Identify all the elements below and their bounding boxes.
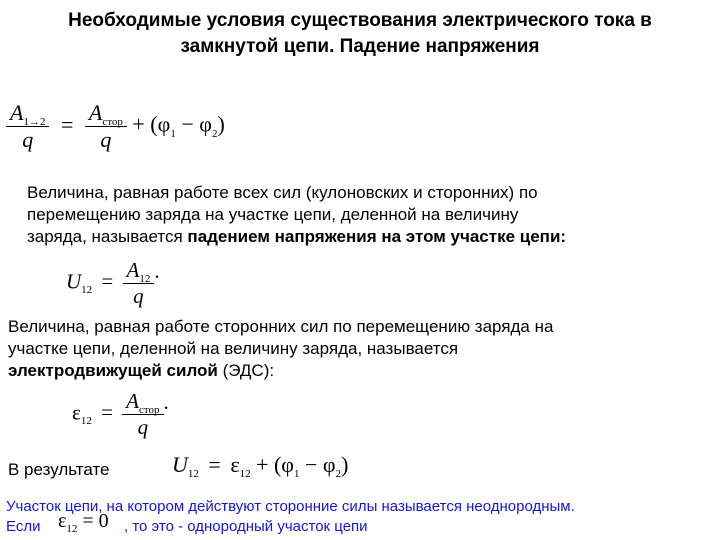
text-line — [8, 360, 708, 382]
formula-work-ratio — [6, 100, 225, 153]
paragraph-voltage-drop — [27, 182, 707, 248]
symbol-a: A — [126, 389, 139, 413]
equals-zero: = 0 — [82, 510, 109, 532]
colon: : — [560, 227, 567, 246]
text-fragment: Если — [6, 518, 41, 535]
subscript: 1→2 — [23, 116, 46, 128]
symbol-u: U — [172, 452, 188, 477]
result-label: В результате — [8, 460, 110, 479]
minus-sign: − — [181, 111, 194, 137]
symbol-phi: φ — [157, 111, 171, 137]
text-line: Участок цепи, на котором действуют сторонние силы называется неоднородным. — [6, 498, 575, 515]
subscript: 1 — [294, 468, 300, 480]
symbol-u: U — [66, 269, 82, 294]
subscript: 12 — [139, 273, 151, 285]
text-line — [27, 226, 707, 248]
note-homogeneous — [6, 497, 718, 537]
fraction-external-work — [85, 100, 127, 153]
equals-sign: = — [208, 452, 221, 477]
symbol-phi: φ — [199, 111, 212, 137]
fraction-work-charge — [123, 258, 155, 309]
symbol-q: q — [22, 127, 34, 152]
symbol-q: q — [100, 127, 112, 152]
subscript: 12 — [80, 415, 92, 428]
equals-sign: = — [60, 111, 74, 137]
text-fragment: заряда, называется — [27, 227, 188, 246]
formula-emf — [72, 389, 169, 440]
text-line: участке цепи, деленной на величину заряда, называется — [8, 339, 459, 358]
symbol-q: q — [133, 284, 144, 308]
symbol-a: A — [88, 100, 103, 125]
formula-voltage — [66, 258, 160, 309]
text-line: Величина, равная работе всех сил (кулоновских и сторонних) по — [27, 183, 538, 202]
subscript: 12 — [239, 468, 251, 480]
plus-paren: + ( — [132, 111, 158, 137]
symbol-q: q — [137, 415, 149, 439]
equals-sign: = — [101, 269, 114, 294]
symbol-phi: φ — [281, 452, 294, 477]
period: . — [154, 259, 160, 284]
subscript: стор — [102, 116, 123, 128]
symbol-epsilon: ε — [72, 400, 81, 425]
subscript: 1 — [170, 127, 176, 140]
text-line — [6, 510, 718, 537]
formula-emf-zero — [58, 511, 109, 534]
term-emf: электродвижущей силой — [8, 361, 218, 380]
fraction-external-work — [122, 389, 163, 440]
subscript: 12 — [66, 523, 78, 535]
term-voltage-drop: падением напряжения на этом участке цепи — [187, 227, 561, 246]
minus-sign: − — [305, 452, 318, 477]
equals-sign: = — [101, 400, 113, 425]
text-fragment: (ЭДС): — [217, 361, 275, 380]
text-fragment: , то это - однородный участок цепи — [124, 518, 368, 535]
symbol-epsilon: ε — [230, 452, 240, 477]
fraction-total-work — [6, 100, 49, 153]
subscript: 2 — [211, 127, 218, 140]
period: . — [163, 390, 169, 415]
symbol-a: A — [10, 100, 24, 125]
symbol-a: A — [126, 258, 140, 282]
subscript: 12 — [187, 468, 199, 480]
title-line-1: Необходимые условия существования электрического тока в — [68, 10, 652, 31]
subscript: 12 — [81, 284, 93, 297]
close-paren: ) — [217, 111, 225, 137]
subscript: стор — [139, 404, 160, 416]
page-title — [0, 8, 720, 60]
paragraph-emf — [8, 316, 708, 382]
title-line-2: замкнутой цепи. Падение напряжения — [180, 36, 540, 57]
plus-paren: + ( — [256, 452, 282, 477]
symbol-phi: φ — [322, 452, 336, 477]
formula-result — [172, 452, 348, 478]
close-paren: ) — [341, 452, 349, 477]
subscript: 2 — [335, 468, 342, 480]
text-line: Величина, равная работе сторонних сил по перемещению заряда на — [8, 317, 554, 336]
text-line: перемещению заряда на участке цепи, деленной на величину — [27, 205, 519, 224]
symbol-epsilon: ε — [58, 510, 67, 532]
